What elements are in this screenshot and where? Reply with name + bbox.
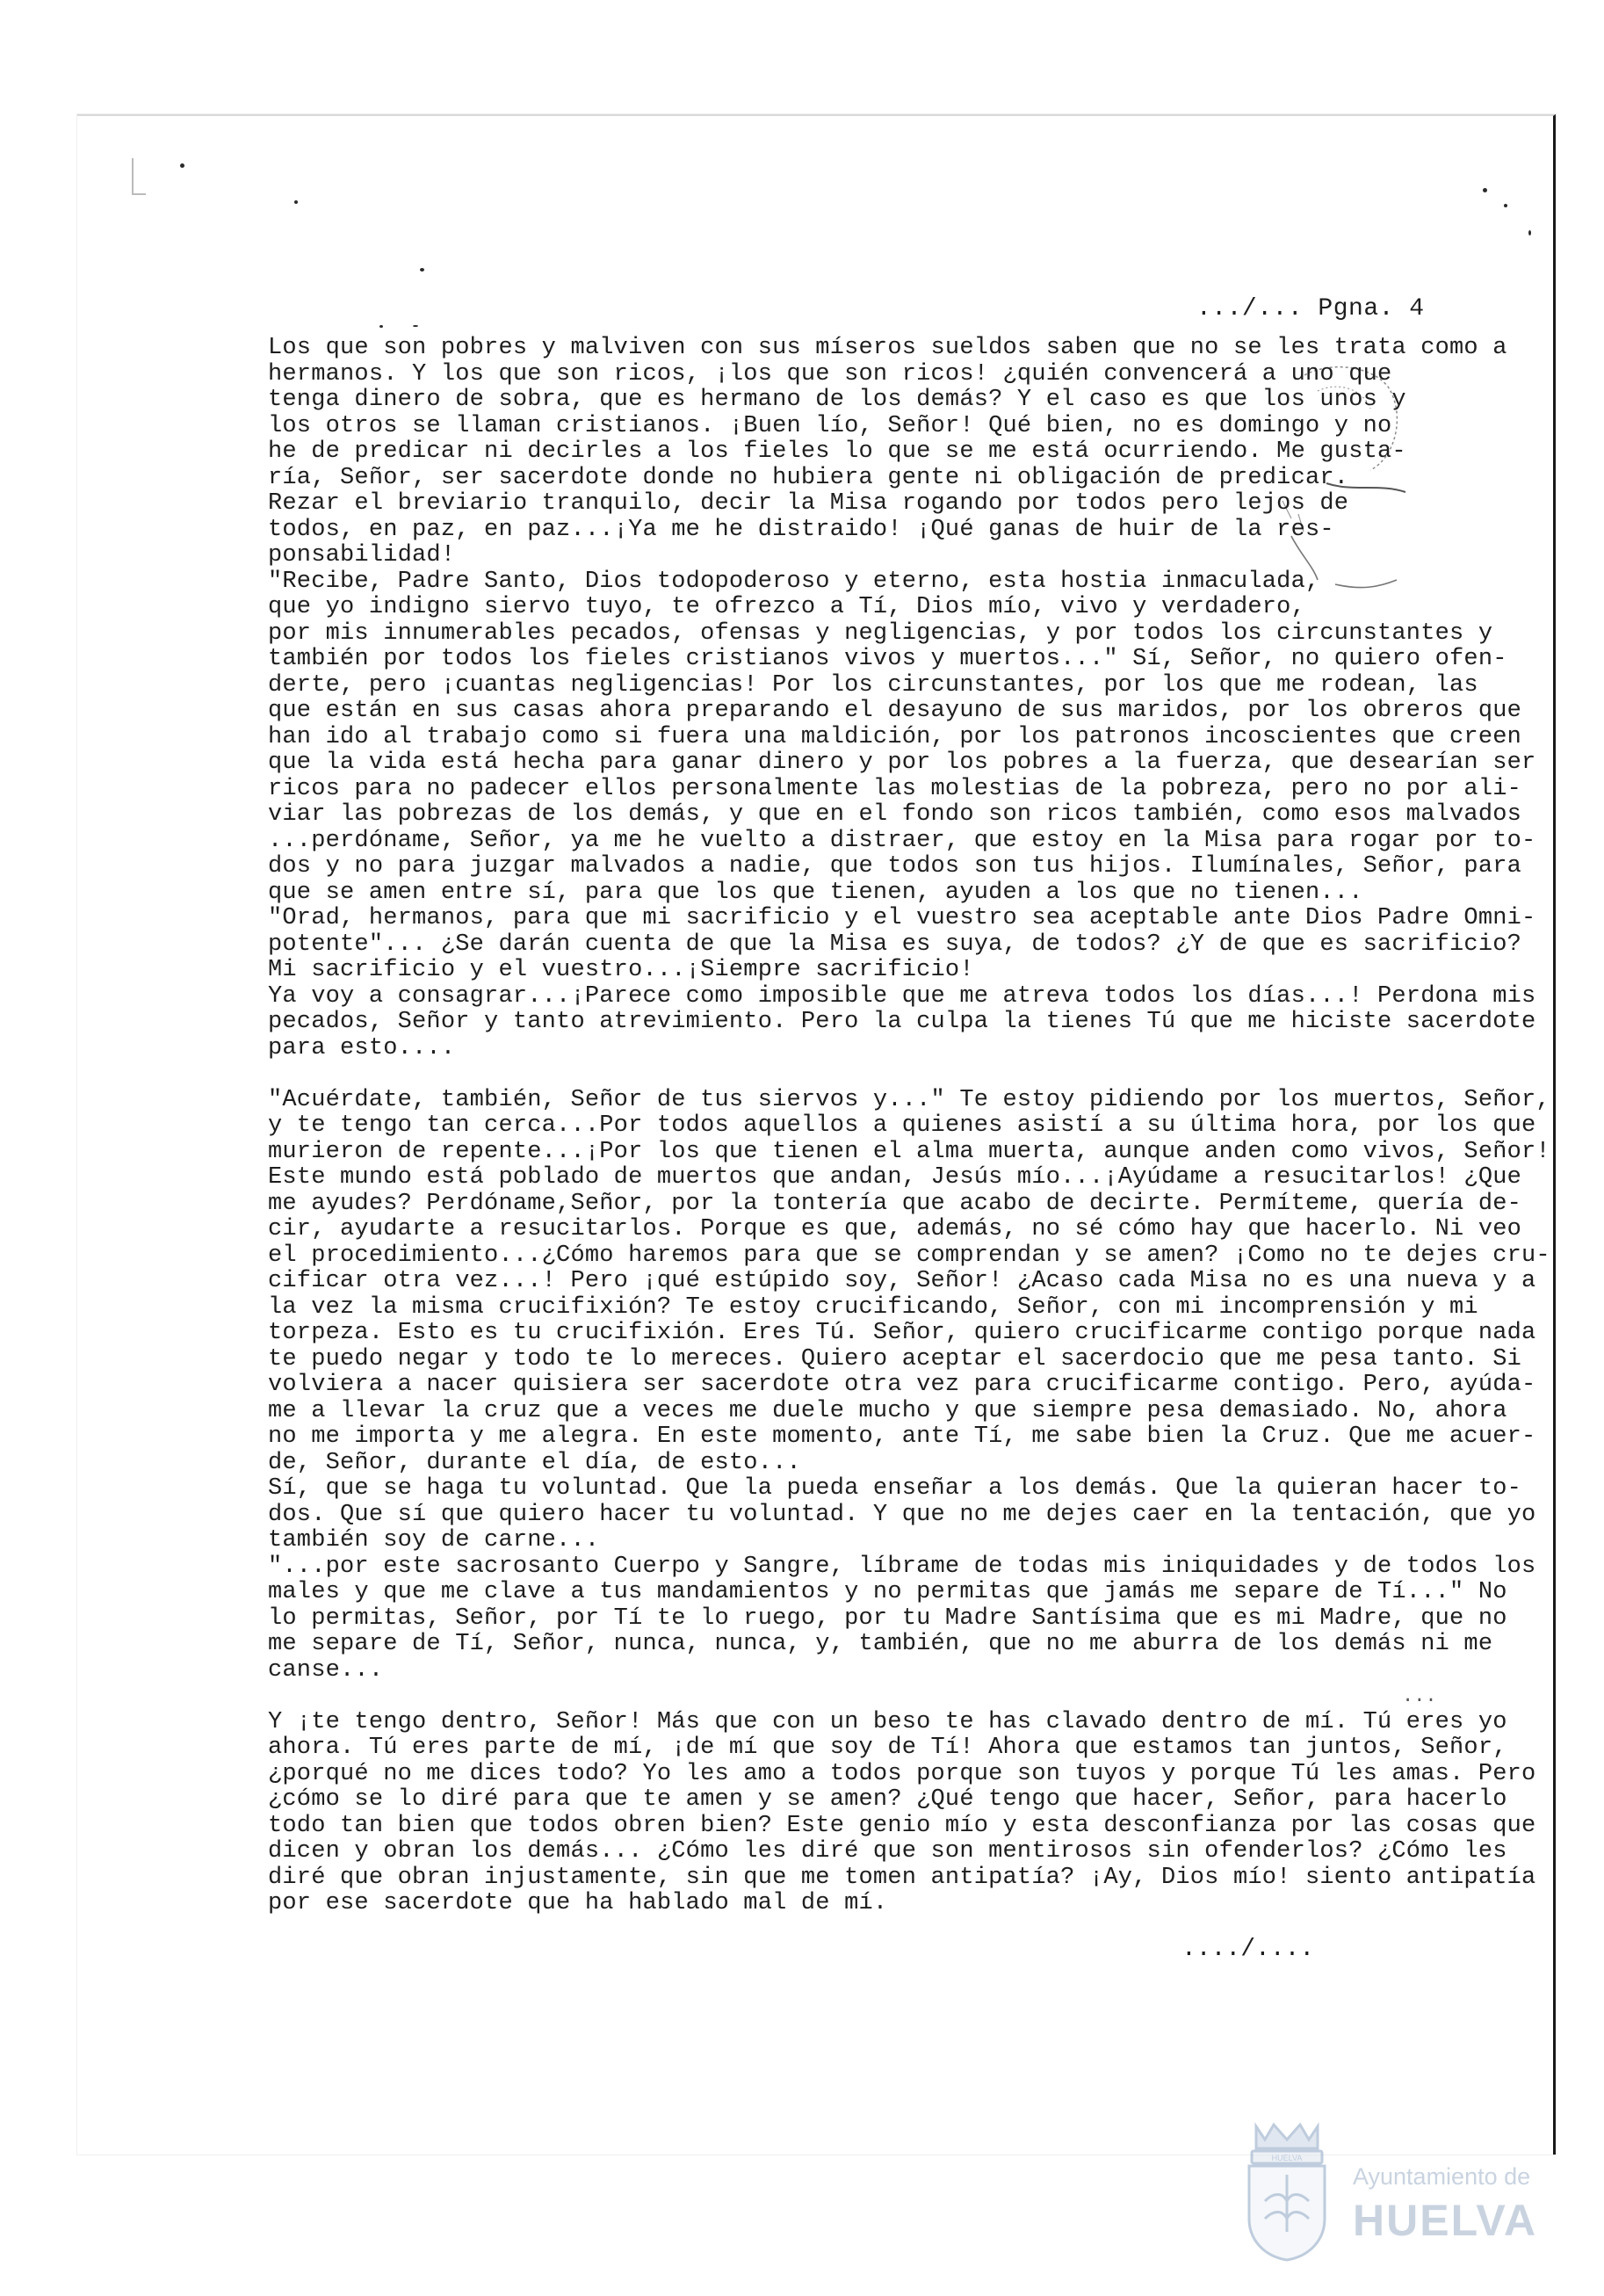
text-line: que yo indigno siervo tuyo, te ofrezco a Tí, Dios mío, vivo y verdadero,	[268, 594, 1305, 620]
corner-mark	[132, 158, 146, 195]
text-line: me separe de Tí, Señor, nunca, nunca, y, también, que no me aburra de los demás ni me	[268, 1631, 1493, 1657]
text-line: los otros se llaman cristianos. ¡Buen lío, Señor! Qué bien, no es domingo y no	[268, 412, 1392, 439]
text-line: viar las pobrezas de los demás, y que en el fondo son ricos también, como esos malvados	[268, 801, 1522, 828]
text-line: Sí, que se haga tu voluntad. Que la pueda enseñar a los demás. Que la quieran hacer to-	[268, 1475, 1522, 1502]
text-line: que se amen entre sí, para que los que tienen, ayuden a los que no tienen...	[268, 879, 1363, 906]
watermark-line2: HUELVA	[1353, 2196, 1538, 2245]
text-line: que la vida está hecha para ganar dinero y por los pobres a la fuerza, que desearían ser	[268, 750, 1536, 776]
text-line: dos y no para juzgar malvados a nadie, que todos son tus hijos. Ilumínales, Señor, para	[268, 853, 1522, 880]
text-line: ...perdóname, Señor, ya me he vuelto a distraer, que estoy en la Misa para rogar por to-	[268, 827, 1536, 854]
text-line: de, Señor, durante el día, de esto...	[268, 1449, 801, 1476]
text-line: potente"... ¿Se darán cuenta de que la Misa es suya, de todos? ¿Y de que es sacrificio?	[268, 931, 1522, 958]
ink-speck	[1504, 204, 1507, 207]
text-line: diré que obran injustamente, sin que me tomen antipatía? ¡Ay, Dios mío! siento antipatía	[268, 1864, 1536, 1891]
text-line: todo tan bien que todos obren bien? Este genio mío y esta desconfianza por las cosas que	[268, 1812, 1536, 1839]
text-line: por ese sacerdote que ha hablado mal de mí.	[268, 1890, 888, 1916]
page-reference: .../... Pgna. 4	[1196, 295, 1425, 322]
ink-speck	[1483, 188, 1487, 192]
ink-speck	[420, 268, 424, 272]
ink-speck	[1528, 230, 1531, 235]
text-line: ahora. Tú eres parte de mí, ¡de mí que soy de Tí! Ahora que estamos tan juntos, Señor,	[268, 1735, 1507, 1761]
text-line: torpeza. Esto es tu crucifixión. Eres Tú. Señor, quiero crucificarme contigo porque nada	[268, 1320, 1536, 1346]
text-line: que están en sus casas ahora preparando el desayuno de sus maridos, por los obreros que	[268, 698, 1522, 724]
text-line: por mis innumerables pecados, ofensas y negligencias, y por todos los circunstantes y	[268, 619, 1493, 647]
ink-speck	[180, 163, 184, 168]
text-line: el procedimiento...¿Cómo haremos para que se comprendan y se amen? ¡Como no te dejes cru-	[268, 1242, 1550, 1269]
text-line: no me importa y me alegra. En este momento, ante Tí, me sabe bien la Cruz. Que me acuer-	[268, 1423, 1536, 1450]
paragraph-gap	[268, 1684, 1427, 1710]
text-line: volviera a nacer quisiera ser sacerdote otra vez para crucificarme contigo. Pero, ayúda-	[268, 1372, 1536, 1398]
text-line: todos, en paz, en paz...¡Ya me he distraido! ¡Qué ganas de huir de la res-	[268, 516, 1334, 543]
text-line: ricos para no padecer ellos personalmente las molestias de la pobreza, pero no por ali-	[268, 775, 1522, 802]
text-line: hermanos. Y los que son ricos, ¡los que son ricos! ¿quién convencerá a uno que	[268, 360, 1392, 387]
text-line: han ido al trabajo como si fuera una maldición, por los patronos incoscientes que creen	[268, 723, 1522, 750]
margin-ellipsis: ...	[1402, 1685, 1437, 1707]
ink-speck	[294, 200, 298, 204]
continuation-mark: ..../....	[1181, 1936, 1315, 1963]
text-line: canse...	[268, 1656, 384, 1684]
city-seal-icon	[1239, 2118, 1335, 2263]
text-line: Rezar el breviario tranquilo, decir la Misa rogando por todos pero lejos de	[268, 490, 1349, 517]
text-line: "Acuérdate, también, Señor de tus siervos y..." Te estoy pidiendo por los muertos, Señor,	[268, 1086, 1550, 1113]
text-line: "Orad, hermanos, para que mi sacrificio y el vuestro sea aceptable ante Dios Padre Omni-	[268, 905, 1536, 931]
text-line: la vez la misma crucifixión? Te estoy crucificando, Señor, con mi incomprensión y mi	[268, 1293, 1478, 1321]
text-line: también por todos los fieles cristianos vivos y muertos..." Sí, Señor, no quiero ofen-	[268, 646, 1507, 672]
text-line: lo permitas, Señor, por Tí te lo ruego, por tu Madre Santísima que es mi Madre, que no	[268, 1604, 1507, 1632]
text-line: males y que me clave a tus mandamientos y no permitas que jamás me separe de Tí..." No	[268, 1579, 1507, 1605]
text-line: Este mundo está poblado de muertos que andan, Jesús mío...¡Ayúdame a resucitarlos! ¿Que	[268, 1164, 1522, 1191]
text-line: cir, ayudarte a resucitarlos. Porque es que, además, no sé cómo hay que hacerlo. Ni veo	[268, 1216, 1522, 1242]
text-line: para esto....	[268, 1034, 456, 1061]
text-line: ¿porqué no me dices todo? Yo les amo a todos porque son tuyos y porque Tú les amas. Pero	[268, 1760, 1536, 1787]
text-line: murieron de repente...¡Por los que tienen el alma muerta, aunque anden como vivos, Señor!	[268, 1138, 1550, 1165]
text-line: Y ¡te tengo dentro, Señor! Más que con un beso te has clavado dentro de mí. Tú eres yo	[268, 1708, 1507, 1735]
body-text	[268, 335, 1550, 1917]
text-line: Ya voy a consagrar...¡Parece como imposible que me atreva todos los días...! Perdona mis	[268, 982, 1536, 1010]
text-line: me ayudes? Perdóname,Señor, por la tontería que acabo de decirte. Permíteme, quería de-	[268, 1190, 1522, 1217]
watermark-line1: Ayuntamiento de	[1353, 2163, 1531, 2190]
text-line: ría, Señor, ser sacerdote donde no hubiera gente ni obligación de predicar.	[268, 464, 1349, 491]
text-line: Mi sacrificio y el vuestro...¡Siempre sacrificio!	[268, 957, 974, 983]
text-line: te puedo negar y todo te lo mereces. Quiero aceptar el sacerdocio que me pesa tanto. Si	[268, 1345, 1522, 1373]
ink-speck	[413, 325, 418, 327]
text-line: dicen y obran los demás... ¿Cómo les diré que son mentirosos sin ofenderlos? ¿Cómo les	[268, 1838, 1507, 1865]
paragraph-gap	[268, 1061, 1427, 1088]
text-line: y te tengo tan cerca...Por todos aquellos a quienes asistí a su última hora, por los que	[268, 1112, 1536, 1139]
seal-town-label: HUELVA	[1271, 2154, 1303, 2162]
text-line: dos. Que sí que quiero hacer tu voluntad. Y que no me dejes caer en la tentación, que yo	[268, 1501, 1536, 1528]
text-line: he de predicar ni decirles a los fieles lo que se me está ocurriendo. Me gusta-	[268, 438, 1406, 465]
text-line: ponsabilidad!	[268, 542, 456, 569]
text-line: derte, pero ¡cuantas negligencias! Por los circunstantes, por los que me rodean, las	[268, 671, 1478, 699]
ayuntamiento-watermark	[1239, 2118, 1555, 2267]
text-line: me a llevar la cruz que a veces me duele mucho y que siempre pesa demasiado. No, ahora	[268, 1397, 1507, 1424]
text-line: también soy de carne...	[268, 1527, 600, 1554]
text-line: "Recibe, Padre Santo, Dios todopoderoso y eterno, esta hostia inmaculada,	[268, 568, 1320, 595]
text-line: "...por este sacrosanto Cuerpo y Sangre, líbrame de todas mis iniquidades y de todos los	[268, 1553, 1536, 1580]
text-line: pecados, Señor y tanto atrevimiento. Pero la culpa la tienes Tú que me hiciste sacerdote	[268, 1009, 1536, 1035]
text-line: tenga dinero de sobra, que es hermano de los demás? Y el caso es que los unos y	[268, 387, 1406, 413]
text-line: Los que son pobres y malviven con sus míseros sueldos saben que no se les trata como a	[268, 335, 1507, 361]
ink-speck	[379, 325, 383, 328]
text-line: ¿cómo se lo diré para que te amen y se amen? ¿Qué tengo que hacer, Señor, para hacerlo	[268, 1786, 1507, 1813]
text-line: cificar otra vez...! Pero ¡qué estúpido soy, Señor! ¿Acaso cada Misa no es una nueva y a	[268, 1268, 1536, 1294]
